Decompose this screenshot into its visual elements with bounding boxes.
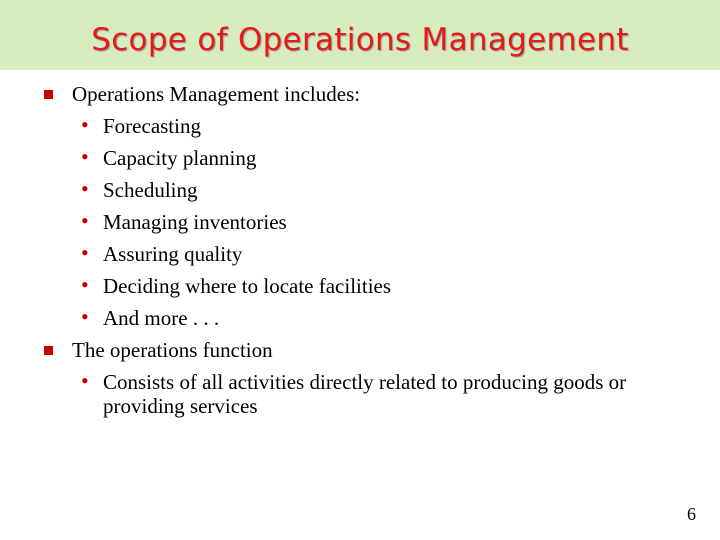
sub-bullet-text: Managing inventories [103, 210, 287, 234]
bullet-point [0, 334, 720, 366]
sub-bullet [0, 110, 683, 142]
dot-bullet-icon: • [81, 272, 89, 297]
slide-title: Scope of Operations Management [91, 22, 629, 58]
square-bullet-icon [44, 346, 53, 355]
sub-bullet [0, 174, 683, 206]
sub-bullet-text: Scheduling [103, 178, 198, 202]
dot-bullet-icon: • [81, 240, 89, 265]
sub-bullet-text: Consists of all activities directly related to producing goods or providing services [103, 370, 627, 418]
sub-bullet [0, 366, 683, 422]
dot-bullet-icon: • [81, 368, 89, 393]
sub-bullet-text: Deciding where to locate facilities [103, 274, 392, 298]
dot-bullet-icon: • [81, 144, 89, 169]
square-bullet-icon [44, 90, 53, 99]
sub-bullet-text: And more . . . [103, 306, 220, 330]
sub-bullet [0, 302, 683, 334]
slide-content [0, 78, 720, 422]
dot-bullet-icon: • [81, 112, 89, 137]
bullet-text: Operations Management includes: [72, 82, 361, 106]
dot-bullet-icon: • [81, 176, 89, 201]
sub-bullet [0, 206, 683, 238]
dot-bullet-icon: • [81, 208, 89, 233]
sub-bullet [0, 238, 683, 270]
sub-bullet [0, 142, 683, 174]
bullet-text: The operations function [72, 338, 273, 362]
sub-bullet [0, 270, 683, 302]
dot-bullet-icon: • [81, 304, 89, 329]
page-number: 6 [687, 504, 696, 524]
sub-bullet-text: Forecasting [103, 114, 201, 138]
sub-bullet-text: Capacity planning [103, 146, 257, 170]
sub-bullet-text: Assuring quality [103, 242, 243, 266]
bullet-point [0, 78, 720, 110]
